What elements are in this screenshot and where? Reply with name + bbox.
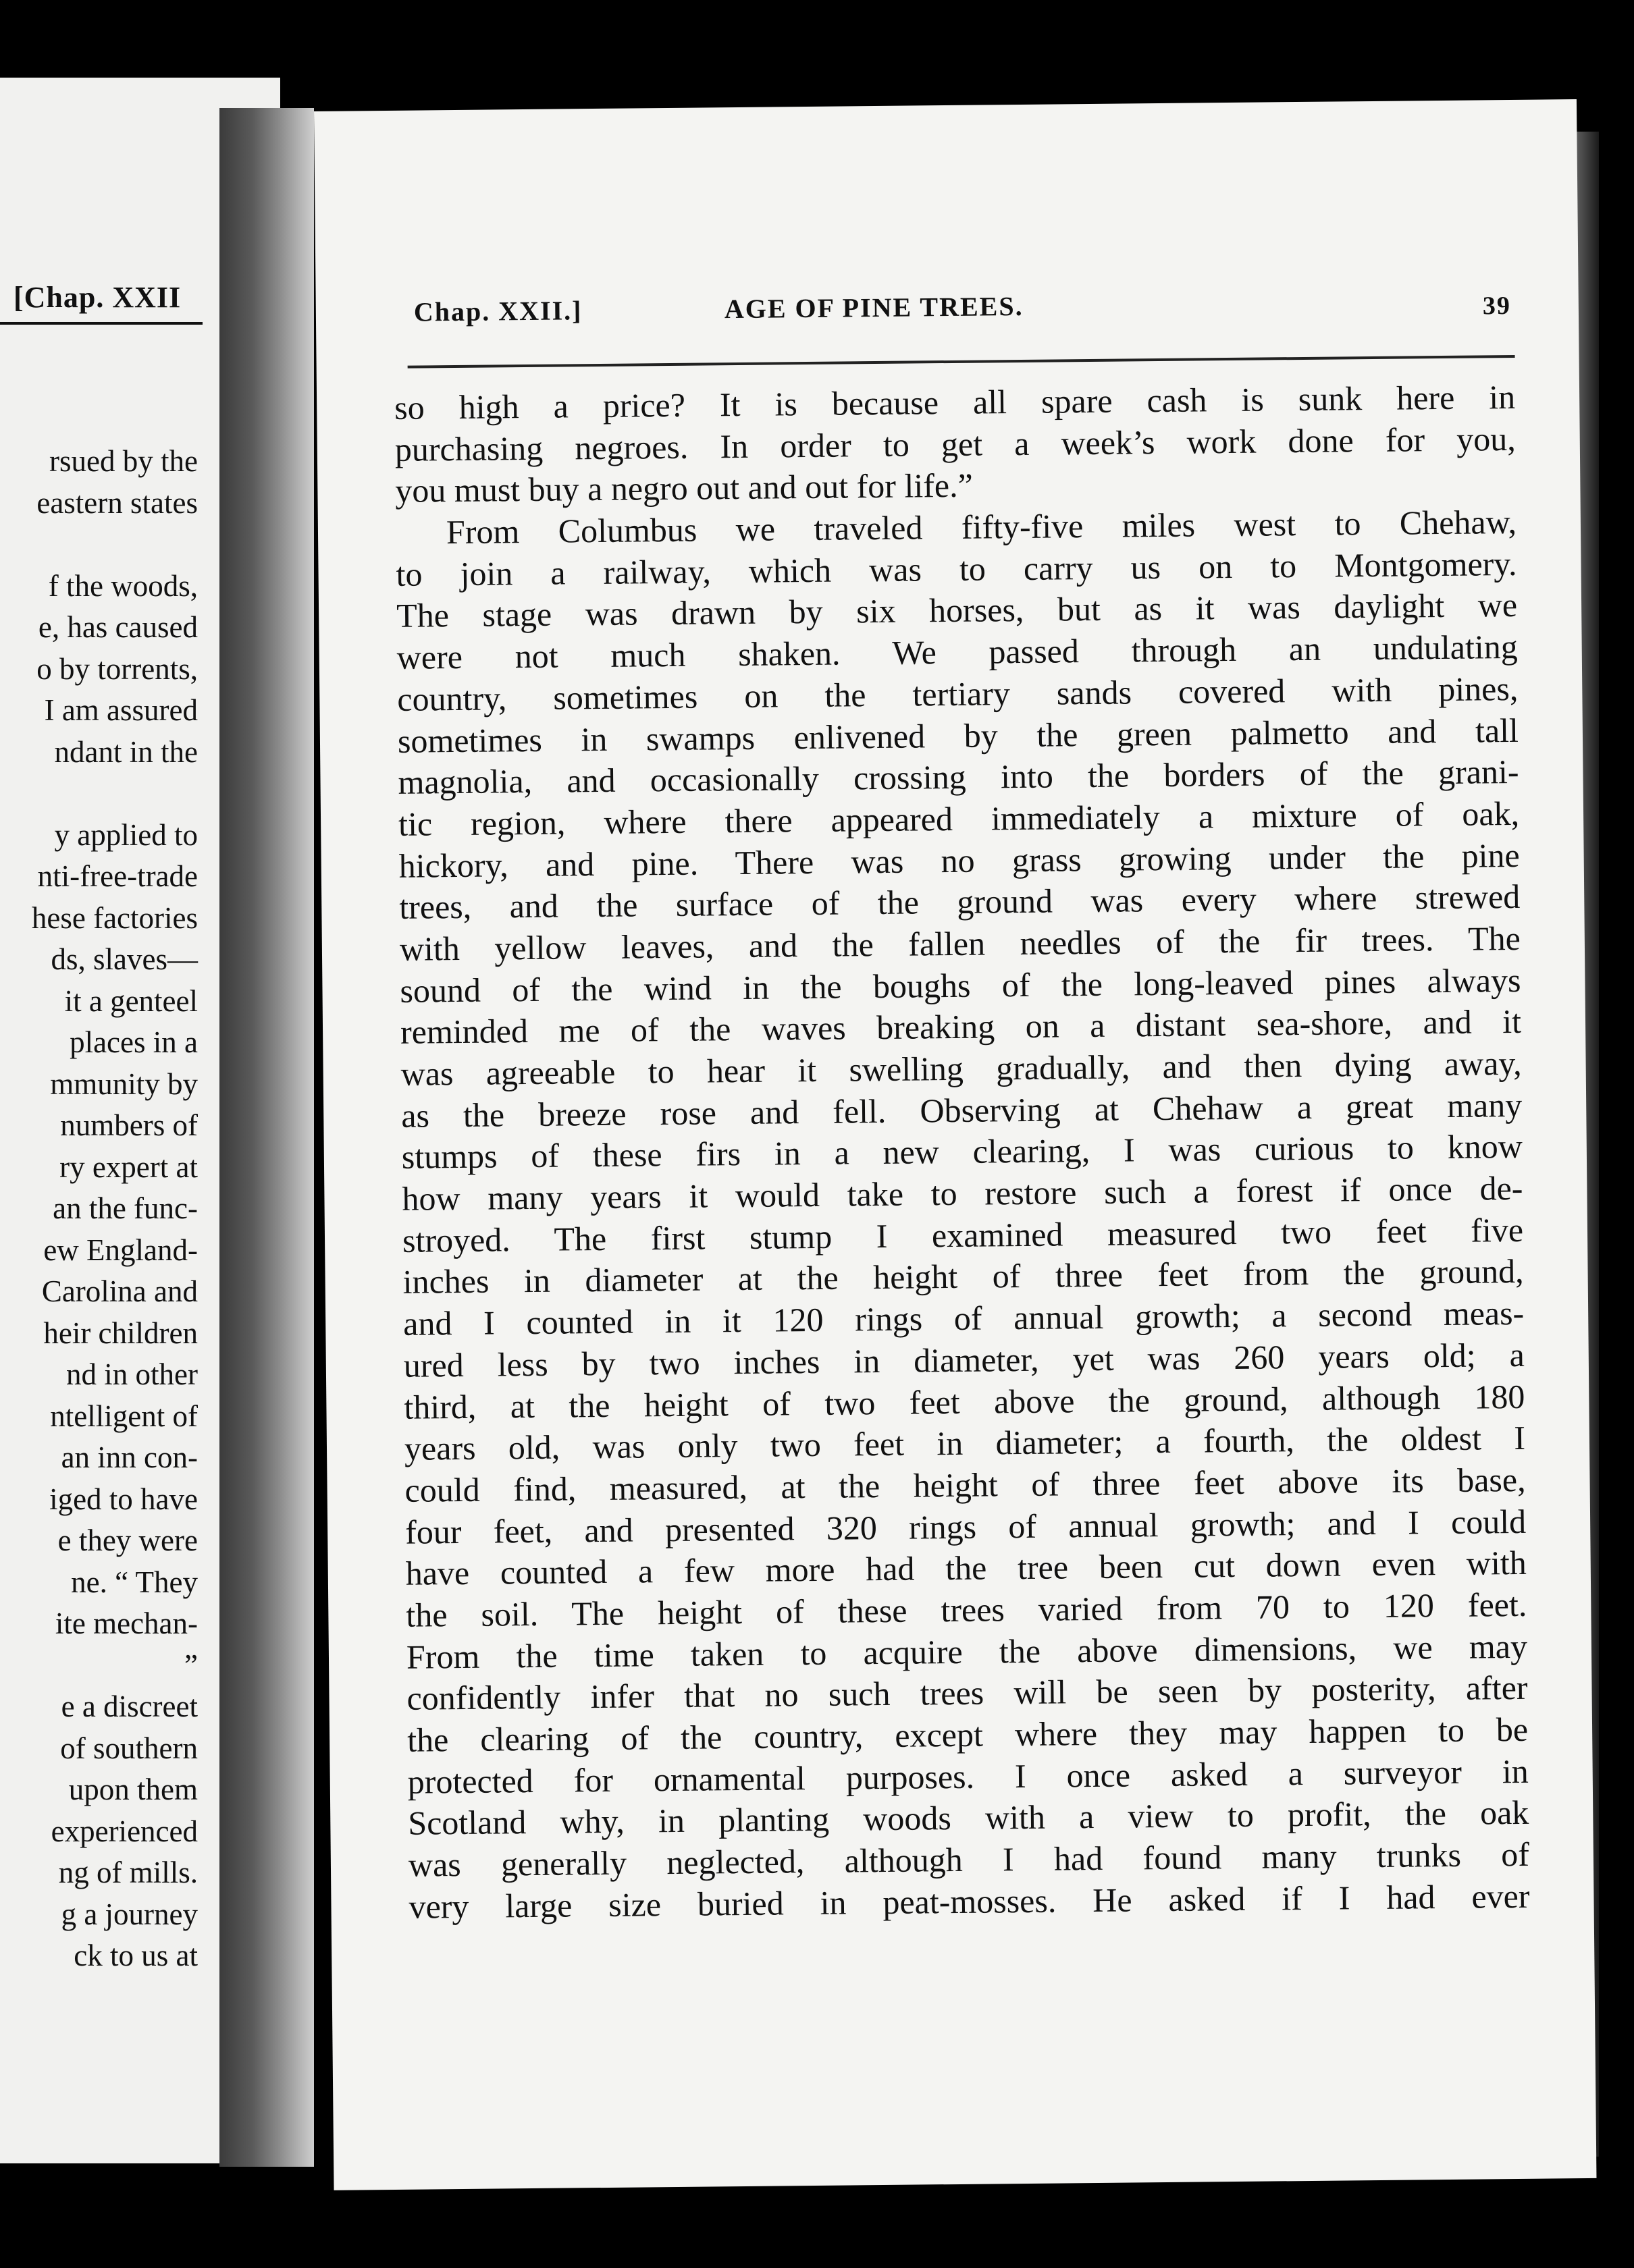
left-page-text [32, 441, 198, 1977]
text-line: The stage was drawn by six horses, but as it was daylight we [396, 586, 1518, 635]
text-line: so high a price? It is because all spare cash is sunk here in [394, 377, 1516, 427]
text-line: g a journey [61, 1897, 198, 1931]
text-line: ds, slaves— [51, 942, 198, 976]
text-line: tic region, where there appeared immediately a mixture of oak, [398, 794, 1520, 843]
text-line: rsued by the [49, 444, 198, 478]
text-line: I am assured [44, 693, 198, 727]
text-line: sound of the wind in the boughs of the long-leaved pines always [400, 961, 1521, 1010]
text-line: you must buy a negro out and out for life.” [395, 466, 974, 510]
text-line: magnolia, and occasionally crossing into the borders of the grani- [398, 753, 1519, 802]
text-line: third, at the height of two feet above the ground, although 180 [404, 1377, 1525, 1426]
text-line: experienced [51, 1814, 198, 1848]
text-line: y applied to [54, 817, 198, 852]
text-line: ” [184, 1648, 198, 1682]
text-line: eastern states [36, 485, 198, 520]
text-line: Carolina and [41, 1274, 198, 1308]
right-page [314, 99, 1596, 2190]
text-line: stumps of these firs in a new clearing, I was curious to know [401, 1127, 1523, 1177]
text-line: ck to us at [74, 1939, 198, 1972]
running-head [414, 286, 1512, 337]
text-line: as the breeze rose and fell. Observing at Chehaw a great many [401, 1085, 1523, 1135]
text-line: numbers of [60, 1108, 198, 1142]
text-line: iged to have [49, 1482, 198, 1516]
text-line: f the woods, [48, 568, 198, 603]
left-running-head: [Chap. XXII [14, 281, 182, 314]
left-head-rule [0, 322, 203, 325]
running-head-title: AGE OF PINE TREES. [724, 290, 1024, 325]
text-line: From Columbus we traveled fifty-five miles west to Chehaw, [446, 502, 1517, 551]
text-line: of southern [60, 1731, 198, 1765]
text-line: e they were [57, 1523, 198, 1557]
text-line: to join a railway, which was to carry us on to Montgomery. [396, 544, 1517, 593]
text-line: e, has caused [38, 610, 198, 644]
book-gutter [219, 108, 314, 2167]
text-line: it a genteel [64, 983, 198, 1018]
text-line: four feet, and presented 320 rings of annual growth; and I could [404, 1502, 1527, 1551]
text-line: trees, and the surface of the ground was every where strewed [399, 878, 1521, 927]
text-line: could find, measured, at the height of three feet above its base, [404, 1460, 1526, 1509]
text-line: the clearing of the country, except where they may happen to be [406, 1710, 1529, 1759]
text-line: country, sometimes on the tertiary sands covered with pines, [397, 669, 1519, 718]
text-line: with yellow leaves, and the fallen needles of the fir trees. The [399, 919, 1521, 968]
text-line: mmunity by [50, 1066, 198, 1101]
text-line: e a discreet [61, 1690, 198, 1723]
text-line: heir children [43, 1316, 198, 1350]
text-line: hese factories [31, 900, 198, 935]
text-line: purchasing negroes. In order to get a week’s work done for you, [394, 419, 1517, 468]
text-line: and I counted in it 120 rings of annual growth; a second meas- [402, 1294, 1525, 1343]
text-line: an the func- [53, 1191, 198, 1225]
text-line: ew England- [43, 1233, 198, 1267]
text-line: Scotland why, in planting woods with a view to profit, the oak [408, 1793, 1529, 1843]
text-line: years old, was only two feet in diameter; a fourth, the oldest I [404, 1419, 1526, 1467]
page-number: 39 [1482, 291, 1512, 321]
text-line: was agreeable to hear it swelling gradually, and then dying away, [400, 1044, 1522, 1093]
text-line: upon them [68, 1773, 198, 1806]
text-line: ry expert at [59, 1150, 198, 1184]
text-line: reminded me of the waves breaking on a distant sea-shore, and it [400, 1002, 1522, 1052]
text-line: were not much shaken. We passed through an undulating [396, 628, 1518, 676]
text-line [32, 773, 198, 815]
text-line: how many years it would take to restore such a forest if once de- [402, 1168, 1523, 1218]
text-line: the soil. The height of these trees varied from 70 to 120 feet. [406, 1585, 1527, 1634]
body-text [394, 377, 1530, 1928]
text-line: hickory, and pine. There was no grass growing under the pine [398, 836, 1520, 885]
text-line: o by torrents, [36, 651, 198, 686]
text-line: ured less by two inches in diameter, yet was 260 years old; a [403, 1335, 1525, 1384]
text-line: From the time taken to acquire the above dimensions, we may [406, 1627, 1528, 1676]
text-line: sometimes in swamps enlivened by the green palmetto and tall [397, 711, 1519, 760]
head-rule [408, 355, 1515, 369]
text-line: have counted a few more had the tree been cut down even with [405, 1544, 1527, 1593]
text-line: an inn con- [61, 1440, 198, 1474]
text-line: was generally neglected, although I had found many trunks of [408, 1835, 1530, 1884]
text-line: stroyed. The first stump I examined measured two feet five [402, 1210, 1524, 1260]
text-line: inches in diameter at the height of three feet from the ground, [402, 1252, 1524, 1301]
text-line: nd in other [66, 1357, 198, 1391]
text-line: places in a [70, 1025, 198, 1059]
text-line: confidently infer that no such trees will be seen by posterity, after [406, 1669, 1528, 1718]
text-line: protected for ornamental purposes. I once asked a surveyor in [407, 1752, 1529, 1801]
text-line: ite mechan- [55, 1606, 198, 1640]
text-line: very large size buried in peat-mosses. He asked if I had ever [408, 1877, 1530, 1926]
text-line: ntelligent of [50, 1399, 198, 1433]
running-head-chapter: Chap. XXII.] [413, 295, 583, 327]
text-line: nti-free-trade [37, 859, 198, 893]
text-line: ng of mills. [58, 1856, 198, 1889]
text-line: ndant in the [54, 734, 198, 769]
text-line [32, 524, 198, 566]
text-line: ne. “ They [71, 1565, 198, 1599]
